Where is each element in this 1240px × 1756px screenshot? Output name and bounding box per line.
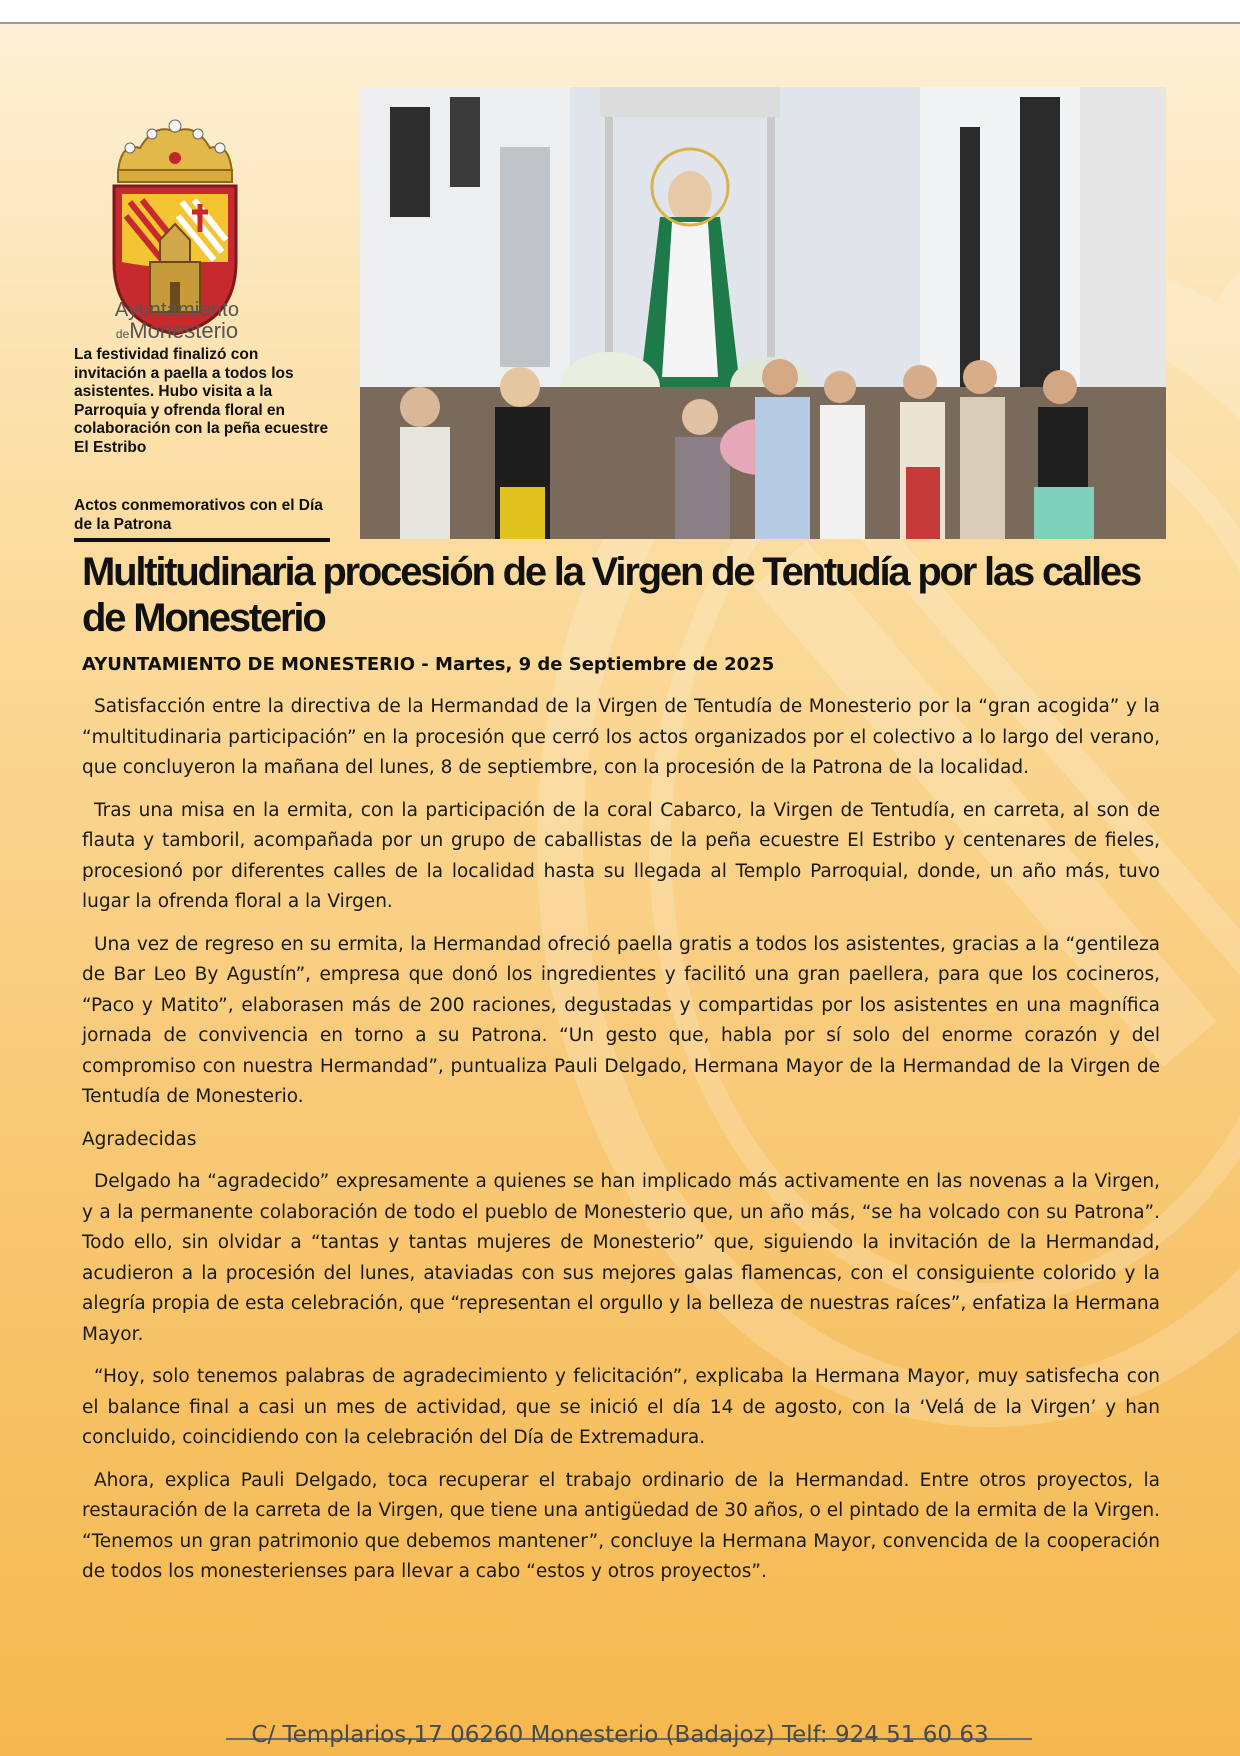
municipality-wordmark — [82, 300, 272, 345]
document-page — [0, 22, 1240, 1756]
article-headline: Multitudinaria procesión de la Virgen de Tentudía por las calles de Monesterio — [82, 550, 1140, 640]
paragraph-1: Satisfacción entre la directiva de la Hermandad de la Virgen de Tentudía de Monesterio por la “gran acogida” y la “multitudinaria participación” en la procesión que cerró los actos organizados por el colectivo a lo largo del verano, que concluyeron la mañana del lunes, 8 de septiembre, con la procesión de la Patrona de la localidad. — [82, 696, 1160, 778]
article-body — [82, 692, 1160, 1600]
wordmark-town: Monesterio — [129, 318, 239, 343]
paragraph-4: Delgado ha “agradecido” expresamente a quienes se han implicado más activamente en las novenas a la Virgen, y a la permanente colaboración de todo el pueblo de Monesterio que, un año más, “se ha volcado con su Patrona”. Todo ello, sin olvidar a “tantas y tantas mujeres de Monesterio” que, siguiendo la invitación de la Hermandad, acudieron a la procesión del lunes, ataviadas con sus mejores galas flamencas, con el consiguiente colorido y la alegría propia de esta celebración, que “representan el orgullo y la belleza de nuestras raíces”, enfatiza la Hermana Mayor. — [82, 1171, 1160, 1345]
wordmark-prefix: de — [115, 327, 130, 341]
footer-address: C/ Templarios,17 06260 Monesterio (Badajoz) Telf: 924 51 60 63 — [251, 1722, 989, 1748]
paragraph-6: Ahora, explica Pauli Delgado, toca recuperar el trabajo ordinario de la Hermandad. Entre otros proyectos, la restauración de la carreta de la Virgen, que tiene una antigüedad de 30 años, o el pintado de la ermita de la Virgen. “Tenemos un gran patrimonio que debemos mantener”, concluye la Hermana Mayor, convencida de la cooperación de todos los monesterienses para llevar a cabo “estos y otros proyectos”. — [82, 1469, 1160, 1582]
paragraph-5: “Hoy, solo tenemos palabras de agradecimiento y felicitación”, explicaba la Hermana Mayor, muy satisfecha con el balance final a casi un mes de actividad, que se inició el día 14 de agosto, con la ‘Velá de la Virgen’ y han concluido, coincidiendo con la celebración del Día de Extremadura. — [82, 1366, 1160, 1448]
article-subhead: Agradecidas — [82, 1128, 197, 1150]
photo-caption: La festividad finalizó con invitación a paella a todos los asistentes. Hubo visita a la Parroquia y ofrenda floral en colaboración con la peña ecuestre El Estribo — [74, 346, 329, 456]
wordmark-line-1: Ayuntamiento — [114, 299, 240, 321]
section-divider — [74, 538, 330, 542]
paragraph-2: Tras una misa en la ermita, con la participación de la coral Cabarco, la Virgen de Tentudía, en carreta, al son de flauta y tamboril, acompañada por un grupo de caballistas de la peña ecuestre El Estribo y centenares de fieles, procesionó por diferentes calles de la localidad hasta su llegada al Templo Parroquial, donde, un año más, tuvo lugar la ofrenda floral a la Virgen. — [82, 799, 1160, 912]
article-byline: AYUNTAMIENTO DE MONESTERIO - Martes, 9 de Septiembre de 2025 — [82, 654, 775, 675]
section-label: Actos conmemorativos con el Día de la Patrona — [74, 497, 323, 533]
paragraph-3: Una vez de regreso en su ermita, la Hermandad ofreció paella gratis a todos los asistentes, gracias a la “gentileza de Bar Leo By Agustín”, empresa que donó los ingredientes y facilitó una gran paellera, para que los cocineros, “Paco y Matito”, elaborasen más de 200 raciones, degustadas y compartidas por los asistentes en una magnífica jornada de convivencia en torno a su Patrona. “Un gesto que, habla por sí solo del enorme corazón y del compromiso con nuestra Hermandad”, puntualiza Pauli Delgado, Hermana Mayor de la Hermandad de la Virgen de Tentudía de Monesterio. — [82, 933, 1160, 1107]
wordmark-line-2 — [82, 320, 272, 345]
procession-photo — [360, 87, 1166, 539]
